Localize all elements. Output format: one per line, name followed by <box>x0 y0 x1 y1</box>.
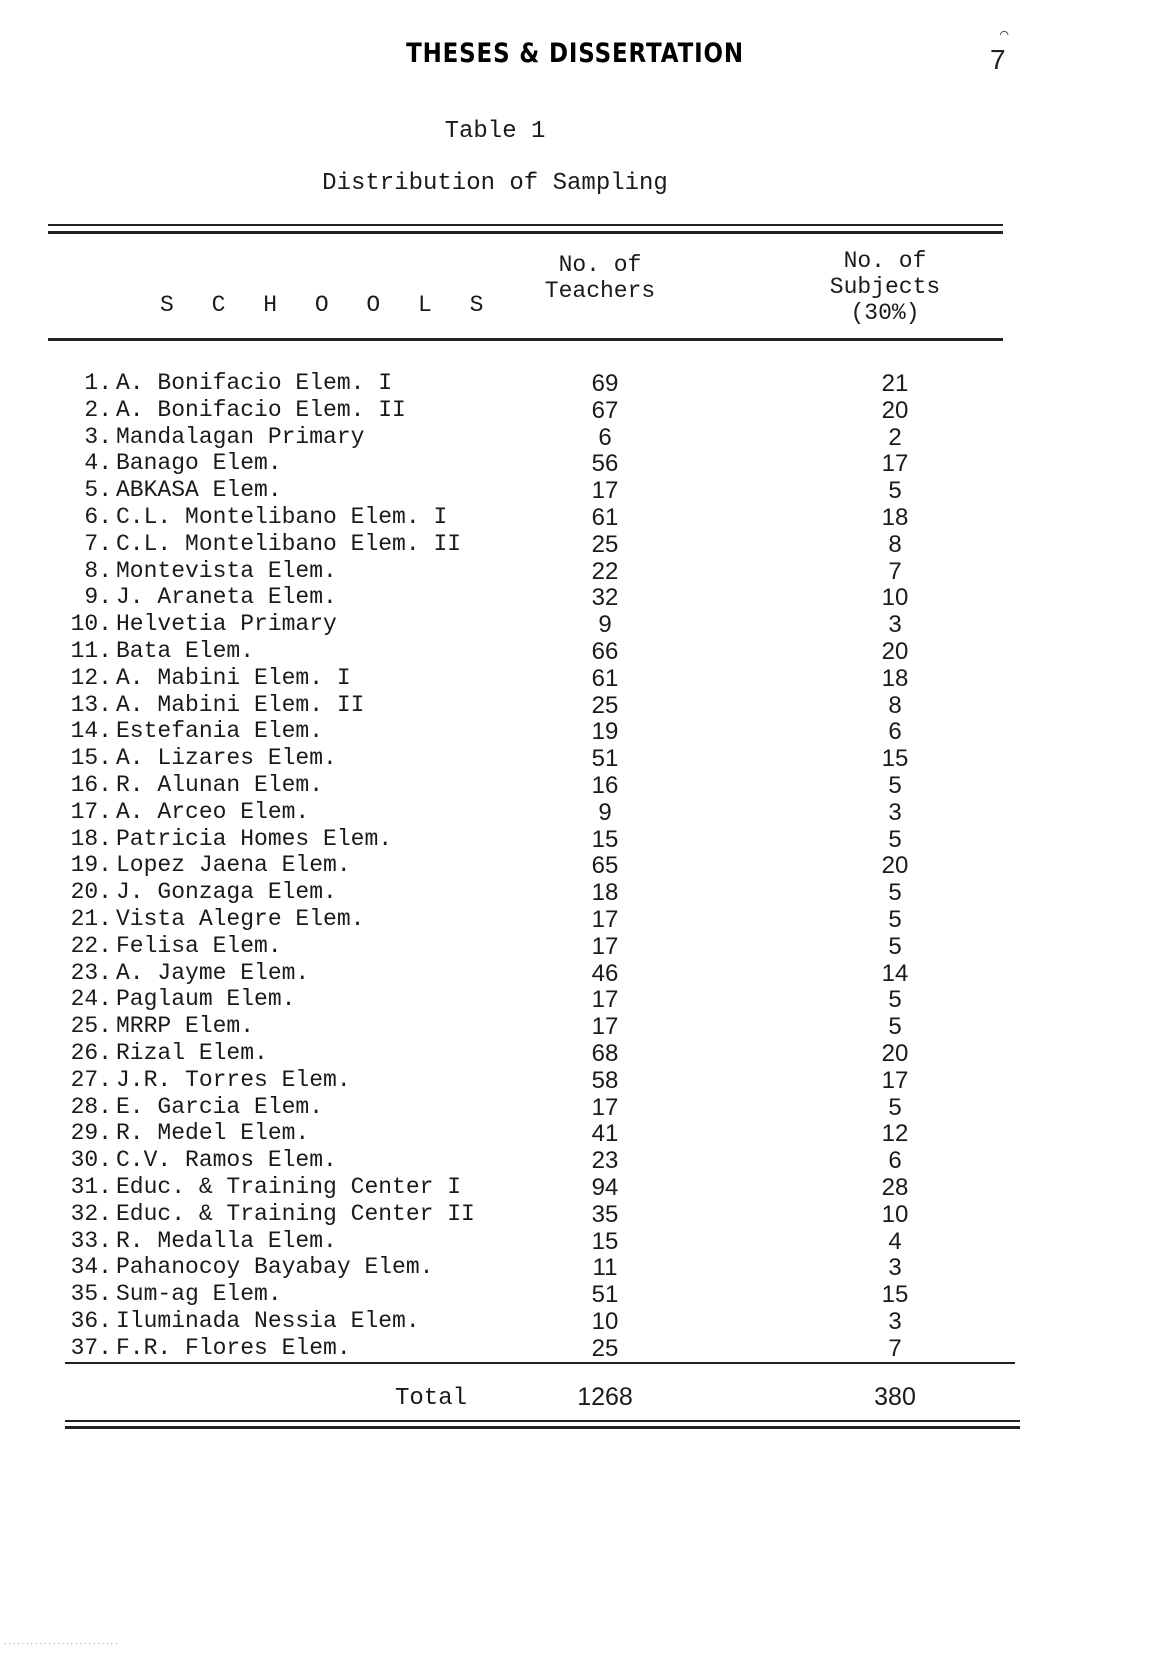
teachers-count: 9 <box>598 611 612 639</box>
total-top-rule <box>65 1362 1015 1364</box>
teachers-count: 61 <box>591 664 619 692</box>
table-row <box>0 504 1156 531</box>
subjects-header-line1: No. of <box>843 248 927 274</box>
table-row <box>0 1174 1156 1201</box>
subjects-header-line2: Subjects <box>829 274 941 300</box>
school-name: A. Mabini Elem. II <box>116 691 365 718</box>
subjects-count: 8 <box>888 691 902 719</box>
school-name: A. Mabini Elem. I <box>116 664 351 691</box>
subjects-count: 17 <box>881 450 909 478</box>
school-name: Sum-ag Elem. <box>116 1281 282 1308</box>
row-number: 4. <box>84 450 112 477</box>
school-name: J.R. Torres Elem. <box>116 1066 351 1093</box>
school-name: R. Medalla Elem. <box>116 1227 337 1254</box>
total-label: Total <box>395 1385 468 1412</box>
corner-mark: ⌒ <box>1000 27 1009 43</box>
subjects-count: 3 <box>888 798 902 826</box>
bottom-rule-1 <box>65 1420 1020 1422</box>
teachers-count: 18 <box>591 879 619 907</box>
subjects-count: 2 <box>888 423 902 451</box>
row-number: 27. <box>70 1066 112 1093</box>
table-row <box>0 1120 1156 1147</box>
teachers-count: 19 <box>591 718 619 746</box>
row-number: 20. <box>70 879 112 906</box>
row-number: 24. <box>70 986 112 1013</box>
subjects-count: 21 <box>881 370 909 397</box>
table-row <box>0 718 1156 745</box>
teachers-count: 41 <box>591 1120 619 1148</box>
school-name: Educ. & Training Center I <box>116 1173 462 1200</box>
row-number: 37. <box>70 1334 112 1361</box>
teachers-count: 10 <box>591 1307 619 1335</box>
row-number: 30. <box>70 1147 112 1174</box>
table-row <box>0 879 1156 906</box>
total-subjects: 380 <box>874 1383 916 1411</box>
teachers-count: 17 <box>591 477 619 505</box>
table-row <box>0 826 1156 853</box>
teachers-count: 25 <box>591 1334 619 1362</box>
school-name: ABKASA Elem. <box>116 477 282 504</box>
schools-table-body <box>0 370 1156 1361</box>
teachers-count: 6 <box>598 423 612 451</box>
school-name: C.L. Montelibano Elem. I <box>116 503 448 530</box>
teachers-count: 69 <box>591 370 619 397</box>
table-label: Table 1 <box>444 118 546 145</box>
school-name: J. Araneta Elem. <box>116 584 337 611</box>
school-name: C.L. Montelibano Elem. II <box>116 530 462 557</box>
subjects-count: 10 <box>881 584 909 612</box>
row-number: 16. <box>70 771 112 798</box>
row-number: 8. <box>84 557 112 584</box>
teachers-count: 25 <box>591 530 619 558</box>
subjects-count: 20 <box>881 1039 909 1067</box>
school-name: C.V. Ramos Elem. <box>116 1147 337 1174</box>
subjects-count: 15 <box>881 1281 909 1309</box>
subjects-count: 8 <box>888 530 902 558</box>
teachers-count: 68 <box>591 1039 619 1067</box>
subjects-count: 5 <box>888 879 902 907</box>
school-name: A. Bonifacio Elem. I <box>116 370 393 396</box>
school-name: Lopez Jaena Elem. <box>116 852 351 879</box>
school-name: Helvetia Primary <box>116 611 337 638</box>
school-name: Paglaum Elem. <box>116 986 296 1013</box>
subjects-count: 5 <box>888 477 902 505</box>
row-number: 3. <box>84 423 112 450</box>
teachers-header-line2: Teachers <box>544 278 656 304</box>
school-name: F.R. Flores Elem. <box>116 1334 351 1361</box>
theses-dissertation-stamp: THESES & DISSERTATION <box>406 38 744 69</box>
teachers-count: 15 <box>591 825 619 853</box>
school-name: Pahanocoy Bayabay Elem. <box>116 1254 434 1281</box>
school-name: Educ. & Training Center II <box>116 1200 475 1227</box>
teachers-count: 35 <box>591 1200 619 1228</box>
table-row <box>0 638 1156 665</box>
teachers-count: 23 <box>591 1147 619 1175</box>
teachers-count: 51 <box>591 745 619 773</box>
teachers-count: 66 <box>591 637 619 665</box>
school-name: A. Bonifacio Elem. II <box>116 396 406 423</box>
bottom-rule-2 <box>65 1426 1020 1429</box>
header-rule <box>48 338 1003 341</box>
teachers-count: 17 <box>591 1093 619 1121</box>
table-row <box>0 1281 1156 1308</box>
teachers-count: 17 <box>591 986 619 1014</box>
table-row <box>0 558 1156 585</box>
teachers-count: 16 <box>591 771 619 799</box>
row-number: 9. <box>84 584 112 611</box>
subjects-count: 5 <box>888 905 902 933</box>
teachers-count: 11 <box>592 1254 618 1282</box>
subjects-count: 17 <box>881 1066 909 1094</box>
subjects-count: 18 <box>881 664 909 692</box>
row-number: 14. <box>70 718 112 745</box>
table-row <box>0 1254 1156 1281</box>
row-number: 29. <box>70 1120 112 1147</box>
table-row <box>0 611 1156 638</box>
row-number: 7. <box>84 530 112 557</box>
subjects-count: 4 <box>888 1227 902 1255</box>
row-number: 1. <box>84 370 112 396</box>
row-number: 35. <box>70 1281 112 1308</box>
row-number: 11. <box>70 637 112 664</box>
row-number: 19. <box>70 852 112 879</box>
schools-column-header: S C H O O L S <box>160 292 496 318</box>
school-name: R. Alunan Elem. <box>116 771 324 798</box>
school-name: Rizal Elem. <box>116 1039 268 1066</box>
teachers-column-header <box>530 252 670 304</box>
subjects-header-line3: (30%) <box>850 300 920 326</box>
table-row <box>0 960 1156 987</box>
table-row <box>0 1201 1156 1228</box>
row-number: 32. <box>70 1200 112 1227</box>
school-name: Iluminada Nessia Elem. <box>116 1307 420 1334</box>
row-number: 15. <box>70 745 112 772</box>
top-rule-2 <box>48 231 1003 234</box>
school-name: Banago Elem. <box>116 450 282 477</box>
teachers-count: 46 <box>591 959 619 987</box>
table-row <box>0 531 1156 558</box>
table-row <box>0 1147 1156 1174</box>
table-row <box>0 692 1156 719</box>
subjects-count: 7 <box>888 1334 902 1362</box>
subjects-count: 12 <box>881 1120 909 1148</box>
teachers-count: 15 <box>591 1227 619 1255</box>
row-number: 34. <box>70 1254 112 1281</box>
teachers-count: 17 <box>591 1013 619 1041</box>
teachers-count: 61 <box>591 503 619 531</box>
table-row <box>0 477 1156 504</box>
table-row <box>0 906 1156 933</box>
table-row <box>0 450 1156 477</box>
table-row <box>0 1067 1156 1094</box>
page-number: 7 <box>990 44 1006 75</box>
top-rule-1 <box>48 224 1003 226</box>
row-number: 18. <box>70 825 112 852</box>
subjects-column-header <box>810 248 960 326</box>
table-row <box>0 397 1156 424</box>
school-name: A. Jayme Elem. <box>116 959 310 986</box>
row-number: 5. <box>84 477 112 504</box>
row-number: 26. <box>70 1039 112 1066</box>
table-row <box>0 772 1156 799</box>
teachers-count: 17 <box>591 932 619 960</box>
teachers-count: 56 <box>591 450 619 478</box>
table-row <box>0 1040 1156 1067</box>
table-row <box>0 933 1156 960</box>
table-row <box>0 799 1156 826</box>
teachers-count: 9 <box>598 798 612 826</box>
teachers-header-line1: No. of <box>558 252 642 278</box>
table-row <box>0 745 1156 772</box>
school-name: Estefania Elem. <box>116 718 324 745</box>
subjects-count: 5 <box>888 825 902 853</box>
row-number: 25. <box>70 1013 112 1040</box>
row-number: 2. <box>84 396 112 423</box>
teachers-count: 51 <box>591 1281 619 1309</box>
subjects-count: 3 <box>888 1307 902 1335</box>
row-number: 23. <box>70 959 112 986</box>
subjects-count: 20 <box>881 396 909 424</box>
subjects-count: 20 <box>881 637 909 665</box>
subjects-count: 6 <box>888 718 902 746</box>
school-name: Mandalagan Primary <box>116 423 365 450</box>
teachers-count: 22 <box>591 557 619 585</box>
teachers-count: 67 <box>591 396 619 424</box>
subjects-count: 5 <box>888 1093 902 1121</box>
subjects-count: 3 <box>888 1254 902 1282</box>
total-teachers: 1268 <box>577 1383 633 1411</box>
table-row <box>0 1094 1156 1121</box>
school-name: E. Garcia Elem. <box>116 1093 324 1120</box>
school-name: J. Gonzaga Elem. <box>116 879 337 906</box>
subjects-count: 5 <box>888 986 902 1014</box>
school-name: Vista Alegre Elem. <box>116 905 365 932</box>
table-row <box>0 852 1156 879</box>
table-row <box>0 1335 1156 1362</box>
teachers-count: 17 <box>591 905 619 933</box>
table-row <box>0 665 1156 692</box>
school-name: Felisa Elem. <box>116 932 282 959</box>
table-row <box>0 1013 1156 1040</box>
subjects-count: 15 <box>881 745 909 773</box>
subjects-count: 5 <box>888 771 902 799</box>
teachers-count: 94 <box>591 1173 619 1201</box>
table-row <box>0 986 1156 1013</box>
row-number: 31. <box>70 1173 112 1200</box>
subjects-count: 10 <box>881 1200 909 1228</box>
row-number: 13. <box>70 691 112 718</box>
row-number: 22. <box>70 932 112 959</box>
subjects-count: 5 <box>888 1013 902 1041</box>
table-row <box>0 1308 1156 1335</box>
subjects-count: 14 <box>881 959 909 987</box>
school-name: A. Arceo Elem. <box>116 798 310 825</box>
row-number: 6. <box>84 503 112 530</box>
subjects-count: 20 <box>881 852 909 880</box>
archive-footer-mark: · · · · · · · · · · · · · · · · · · · · · · · · · · <box>4 1640 118 1648</box>
subjects-count: 6 <box>888 1147 902 1175</box>
subjects-count: 28 <box>881 1173 909 1201</box>
table-row <box>0 584 1156 611</box>
school-name: A. Lizares Elem. <box>116 745 337 772</box>
row-number: 33. <box>70 1227 112 1254</box>
school-name: Bata Elem. <box>116 637 255 664</box>
row-number: 17. <box>70 798 112 825</box>
subjects-count: 3 <box>888 611 902 639</box>
table-row <box>0 424 1156 451</box>
teachers-count: 32 <box>591 584 619 612</box>
row-number: 10. <box>70 611 112 638</box>
school-name: MRRP Elem. <box>116 1013 255 1040</box>
teachers-count: 25 <box>591 691 619 719</box>
row-number: 36. <box>70 1307 112 1334</box>
table-row <box>0 370 1156 397</box>
row-number: 28. <box>70 1093 112 1120</box>
school-name: R. Medel Elem. <box>116 1120 310 1147</box>
teachers-count: 65 <box>591 852 619 880</box>
table-title: Distribution of Sampling <box>322 170 668 197</box>
school-name: Montevista Elem. <box>116 557 337 584</box>
subjects-count: 7 <box>888 557 902 585</box>
table-row <box>0 1228 1156 1255</box>
subjects-count: 18 <box>881 503 909 531</box>
row-number: 21. <box>70 905 112 932</box>
teachers-count: 58 <box>591 1066 619 1094</box>
school-name: Patricia Homes Elem. <box>116 825 393 852</box>
subjects-count: 5 <box>888 932 902 960</box>
row-number: 12. <box>70 664 112 691</box>
